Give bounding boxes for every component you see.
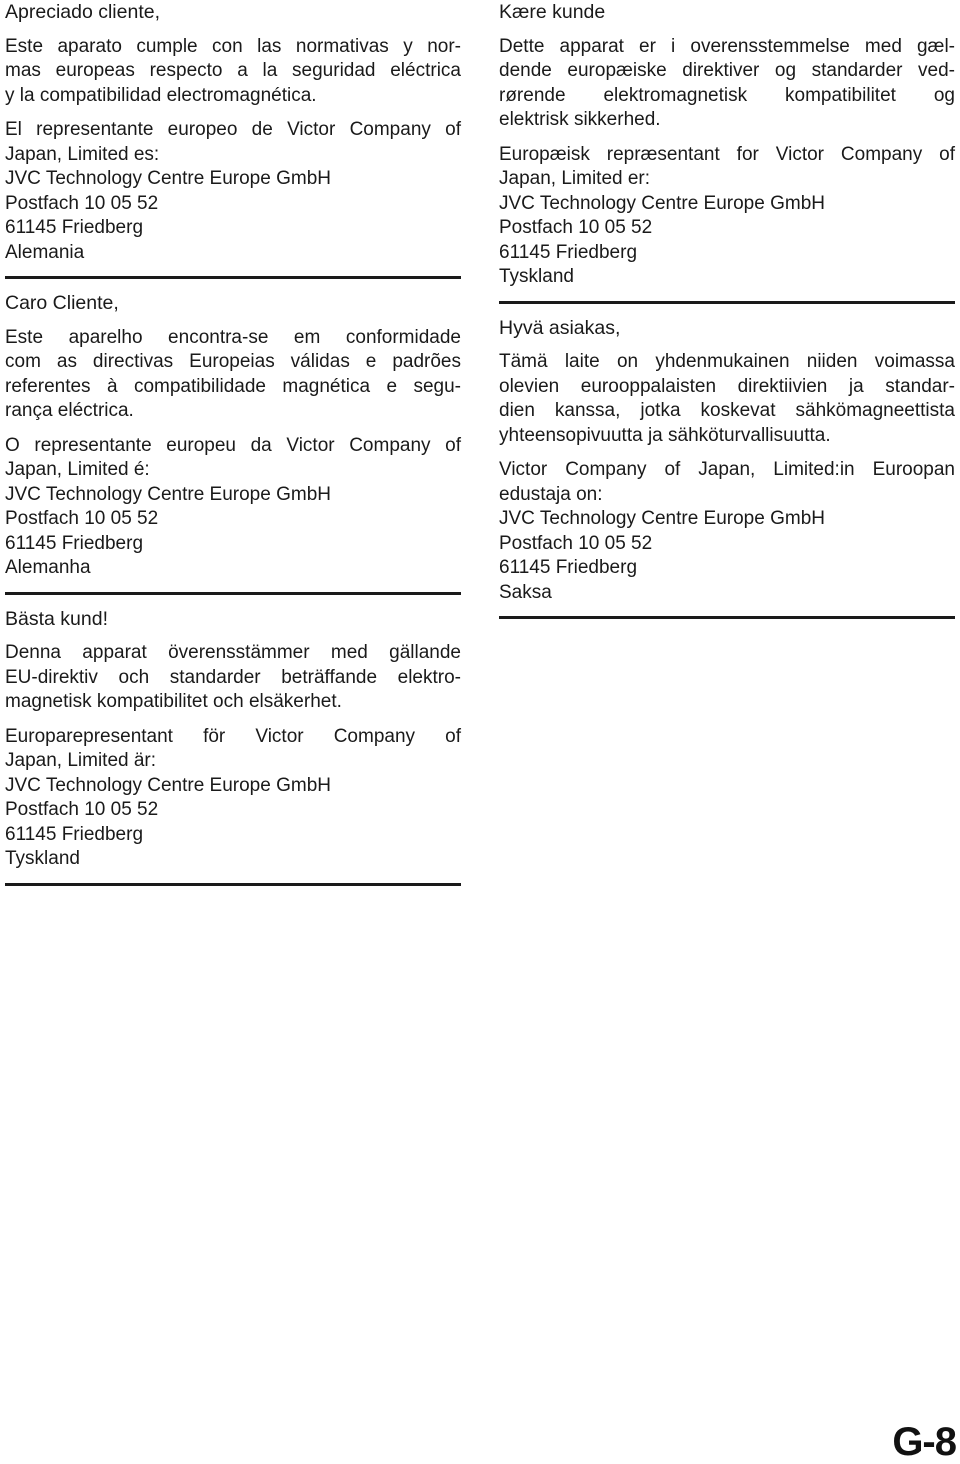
notice-section-fi bbox=[499, 316, 955, 620]
compliance-line: magnetisk kompatibilitet och elsäkerhet. bbox=[5, 691, 342, 712]
representative-line: Europarepresentant för Victor Company of bbox=[5, 725, 461, 747]
notice-section-da bbox=[499, 0, 955, 304]
section-divider bbox=[5, 592, 461, 595]
notice-section-sv bbox=[5, 607, 461, 886]
representative-statement bbox=[499, 143, 955, 290]
representative-line: Europæisk repræsentant for Victor Company of bbox=[499, 143, 955, 165]
compliance-line: com as directivas Europeias válidas e padrões bbox=[5, 351, 461, 372]
representative-line: O representante europeu da Victor Company of bbox=[5, 434, 461, 456]
compliance-line: elektrisk sikkerhed. bbox=[499, 109, 661, 130]
notice-section-es bbox=[5, 0, 461, 279]
compliance-line: dende europæiske direktiver og standarder ved- bbox=[499, 60, 955, 81]
address-line: Tyskland bbox=[499, 266, 574, 287]
representative-line: edustaja on: bbox=[499, 483, 603, 505]
compliance-statement bbox=[499, 35, 955, 133]
representative-statement bbox=[499, 458, 955, 605]
address-line: Postfach 10 05 52 bbox=[5, 799, 159, 820]
left-column bbox=[5, 0, 461, 898]
representative-line: Victor Company of Japan, Limited:in Euroopan bbox=[499, 459, 955, 480]
address-line: JVC Technology Centre Europe GmbH bbox=[499, 192, 825, 214]
compliance-line: Dette apparat er i overensstemmelse med gæl- bbox=[499, 35, 955, 57]
salutation: Hyvä asiakas, bbox=[499, 316, 621, 339]
address-line: Postfach 10 05 52 bbox=[499, 532, 653, 554]
compliance-line: rança eléctrica. bbox=[5, 400, 134, 421]
page-number: G-8 bbox=[892, 1420, 956, 1464]
representative-line: Japan, Limited é: bbox=[5, 459, 150, 480]
address-line: Postfach 10 05 52 bbox=[5, 508, 159, 529]
compliance-line: Denna apparat överensstämmer med gällande bbox=[5, 642, 461, 663]
compliance-line: olevien eurooppalaisten direktiivien ja standar- bbox=[499, 375, 955, 397]
compliance-statement bbox=[5, 326, 461, 424]
address-line: 61145 Friedberg bbox=[5, 532, 144, 554]
compliance-line: Tämä laite on yhdenmukainen niiden voimassa bbox=[499, 351, 955, 372]
section-divider bbox=[5, 276, 461, 279]
address-line: Tyskland bbox=[5, 848, 80, 869]
compliance-line: Este aparelho encontra-se em conformidade bbox=[5, 326, 461, 348]
address-line: Postfach 10 05 52 bbox=[499, 217, 653, 238]
compliance-statement bbox=[499, 350, 955, 448]
compliance-line: yhteensopivuutta ja sähköturvallisuutta. bbox=[499, 424, 831, 446]
compliance-statement bbox=[5, 641, 461, 715]
address-line: 61145 Friedberg bbox=[5, 823, 144, 845]
compliance-line: EU-direktiv och standarder beträffande elektro- bbox=[5, 666, 461, 688]
representative-line: El representante europeo de Victor Company of bbox=[5, 119, 461, 140]
section-divider bbox=[5, 883, 461, 886]
representative-line: Japan, Limited es: bbox=[5, 143, 160, 165]
address-line: JVC Technology Centre Europe GmbH bbox=[5, 168, 331, 189]
address-line: Alemania bbox=[5, 241, 85, 263]
representative-line: Japan, Limited är: bbox=[5, 750, 157, 771]
notice-section-pt bbox=[5, 291, 461, 595]
compliance-line: rørende elektromagnetisk kompatibilitet og bbox=[499, 84, 955, 106]
address-line: JVC Technology Centre Europe GmbH bbox=[499, 508, 825, 529]
representative-statement bbox=[5, 725, 461, 872]
address-line: 61145 Friedberg bbox=[499, 241, 638, 263]
salutation: Caro Cliente, bbox=[5, 292, 119, 314]
compliance-statement bbox=[5, 35, 461, 109]
salutation: Kære kunde bbox=[499, 1, 606, 23]
representative-line: Japan, Limited er: bbox=[499, 168, 651, 189]
address-line: JVC Technology Centre Europe GmbH bbox=[5, 774, 331, 796]
compliance-line: dien kanssa, jotka koskevat sähkömagneettista bbox=[499, 400, 955, 421]
address-line: Alemanha bbox=[5, 557, 91, 578]
compliance-line: y la compatibilidad electromagnética. bbox=[5, 84, 317, 106]
representative-statement bbox=[5, 434, 461, 581]
compliance-line: referentes à compatibilidade magnética e segu- bbox=[5, 375, 461, 397]
address-line: Postfach 10 05 52 bbox=[5, 192, 159, 214]
salutation: Bästa kund! bbox=[5, 607, 108, 630]
compliance-line: mas europeas respecto a la seguridad eléctrica bbox=[5, 60, 461, 81]
address-line: JVC Technology Centre Europe GmbH bbox=[5, 483, 331, 505]
section-divider bbox=[499, 301, 955, 304]
section-divider bbox=[499, 616, 955, 619]
compliance-line: Este aparato cumple con las normativas y nor- bbox=[5, 35, 461, 57]
salutation: Apreciado cliente, bbox=[5, 1, 161, 23]
address-line: Saksa bbox=[499, 581, 552, 603]
address-line: 61145 Friedberg bbox=[5, 217, 144, 238]
right-column bbox=[499, 0, 955, 631]
representative-statement bbox=[5, 118, 461, 265]
address-line: 61145 Friedberg bbox=[499, 557, 638, 578]
